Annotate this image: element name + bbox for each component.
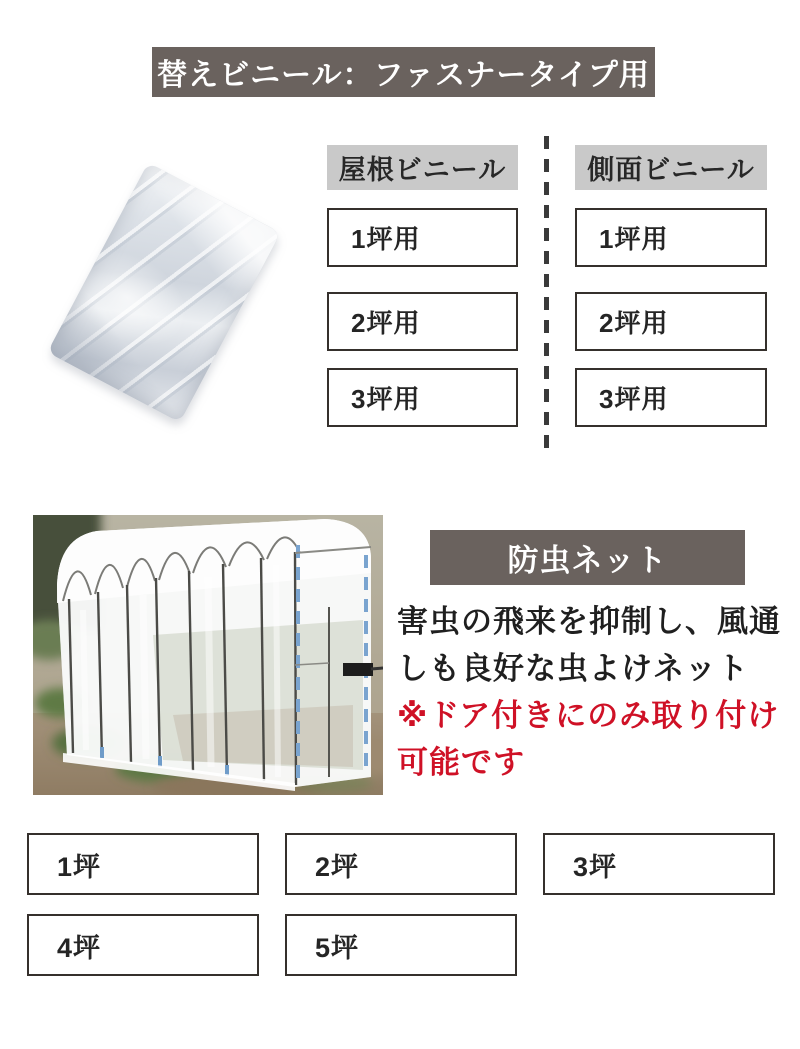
- net-size-option-1tsubo[interactable]: 1坪: [27, 833, 259, 895]
- roof-vinyl-option-3tsubo[interactable]: 3坪用: [327, 368, 518, 427]
- roof-vinyl-header: 屋根ビニール: [327, 145, 518, 190]
- net-size-option-2tsubo[interactable]: 2坪: [285, 833, 517, 895]
- description-line-1: 害虫の飛来を抑制し、風通: [397, 604, 781, 639]
- side-vinyl-option-3tsubo[interactable]: 3坪用: [575, 368, 767, 427]
- insect-net-description: [397, 598, 797, 786]
- note-line-2: 可能です: [397, 745, 525, 780]
- greenhouse-net-photo: [33, 515, 383, 795]
- replacement-vinyl-photo: [40, 165, 280, 425]
- net-size-option-3tsubo[interactable]: 3坪: [543, 833, 775, 895]
- vinyl-fold-shading: [47, 162, 280, 422]
- column-divider: [544, 136, 549, 456]
- note-line-1: ※ドア付きにのみ取り付け: [397, 698, 780, 733]
- net-size-option-4tsubo[interactable]: 4坪: [27, 914, 259, 976]
- insect-net-title: 防虫ネット: [430, 530, 745, 585]
- replacement-section-title: 替えビニール：ファスナータイプ用: [152, 47, 655, 97]
- description-line-2: しも良好な虫よけネット: [397, 651, 749, 686]
- net-size-option-5tsubo[interactable]: 5坪: [285, 914, 517, 976]
- side-vinyl-option-1tsubo[interactable]: 1坪用: [575, 208, 767, 267]
- folded-vinyl-sheet-image: [47, 162, 280, 422]
- side-vinyl-header: 側面ビニール: [575, 145, 767, 190]
- roof-vinyl-option-1tsubo[interactable]: 1坪用: [327, 208, 518, 267]
- roof-vinyl-option-2tsubo[interactable]: 2坪用: [327, 292, 518, 351]
- side-vinyl-option-2tsubo[interactable]: 2坪用: [575, 292, 767, 351]
